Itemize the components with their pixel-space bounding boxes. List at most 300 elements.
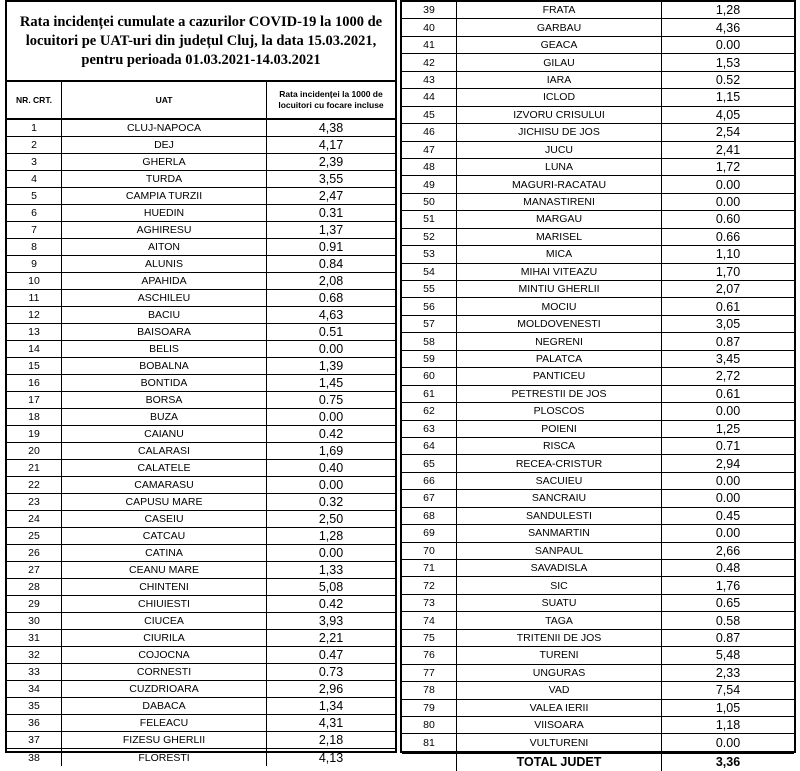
- incidence-rate: 1,05: [715, 700, 741, 715]
- incidence-rate: 0.32: [318, 495, 344, 509]
- row-number: 16: [7, 375, 62, 391]
- incidence-rate: 4,13: [318, 750, 344, 765]
- uat-name: RISCA: [457, 438, 662, 454]
- row-number: 81: [402, 734, 457, 751]
- incidence-rate: 2,54: [715, 125, 741, 140]
- incidence-rate: 0.00: [318, 478, 344, 492]
- uat-name: CEANU MARE: [62, 562, 267, 578]
- row-number: 22: [7, 477, 62, 493]
- row-number: 32: [7, 647, 62, 663]
- table-row: [402, 176, 794, 193]
- uat-name: VIISOARA: [457, 717, 662, 733]
- uat-name: BORSA: [62, 392, 267, 408]
- incidence-rate: 0.47: [318, 648, 344, 662]
- table-row: [7, 562, 395, 579]
- uat-name: MARGAU: [457, 211, 662, 227]
- row-number: 54: [402, 264, 457, 280]
- table-row: [7, 341, 395, 358]
- incidence-rate: 0.51: [318, 325, 344, 339]
- uat-name: JICHISU DE JOS: [457, 124, 662, 140]
- row-number: 21: [7, 460, 62, 476]
- incidence-rate: 0.00: [715, 38, 741, 53]
- uat-name: DABACA: [62, 698, 267, 714]
- uat-name: SANCRAIU: [457, 490, 662, 506]
- incidence-rate: 2,21: [318, 631, 344, 645]
- incidence-rate: 0.48: [715, 561, 741, 576]
- row-number: 70: [402, 543, 457, 559]
- uat-name: BACIU: [62, 307, 267, 323]
- incidence-rate: 0.66: [715, 229, 741, 244]
- table-row: [402, 229, 794, 246]
- incidence-rate: 5,08: [318, 580, 344, 594]
- incidence-rate: 0.00: [715, 195, 741, 210]
- incidence-rate: 0.42: [318, 427, 344, 441]
- row-number: 7: [7, 222, 62, 238]
- uat-name: TRITENII DE JOS: [457, 630, 662, 646]
- uat-name: CAIANU: [62, 426, 267, 442]
- uat-name: SANMARTIN: [457, 525, 662, 541]
- uat-name: APAHIDA: [62, 273, 267, 289]
- row-number: 27: [7, 562, 62, 578]
- incidence-rate: 2,66: [715, 543, 741, 558]
- row-number: 17: [7, 392, 62, 408]
- row-number: 63: [402, 421, 457, 437]
- row-number: 67: [402, 490, 457, 506]
- incidence-rate: 1,18: [715, 718, 741, 733]
- uat-name: GARBAU: [457, 19, 662, 35]
- row-number: 66: [402, 473, 457, 489]
- table-row: [7, 273, 395, 290]
- incidence-rate: 3,93: [318, 614, 344, 628]
- table-row: [7, 188, 395, 205]
- incidence-rate: 0.71: [715, 439, 741, 454]
- table-right-column: [400, 0, 796, 770]
- incidence-rate: 0.58: [715, 613, 741, 628]
- uat-name: MAGURI-RACATAU: [457, 176, 662, 192]
- total-nr-cell: [402, 754, 457, 771]
- uat-name: IZVORU CRISULUI: [457, 107, 662, 123]
- uat-name: COJOCNA: [62, 647, 267, 663]
- uat-name: VAD: [457, 682, 662, 698]
- table-row: [7, 307, 395, 324]
- row-number: 14: [7, 341, 62, 357]
- uat-name: SUATU: [457, 595, 662, 611]
- row-number: 38: [7, 749, 62, 766]
- uat-name: TURENI: [457, 647, 662, 663]
- table-row: [402, 630, 794, 647]
- incidence-rate: 0.75: [318, 393, 344, 407]
- uat-name: CATCAU: [62, 528, 267, 544]
- table-row: [402, 54, 794, 71]
- uat-name: CUZDRIOARA: [62, 681, 267, 697]
- table-row: [402, 264, 794, 281]
- row-number: 15: [7, 358, 62, 374]
- uat-name: TAGA: [457, 612, 662, 628]
- row-number: 19: [7, 426, 62, 442]
- uat-name: PETRESTII DE JOS: [457, 386, 662, 402]
- table-row: [7, 256, 395, 273]
- incidence-rate: 2,94: [715, 456, 741, 471]
- table-row: [402, 89, 794, 106]
- uat-name: IARA: [457, 72, 662, 88]
- uat-name: CAMARASU: [62, 477, 267, 493]
- total-label: TOTAL JUDET: [457, 754, 662, 771]
- incidence-rate: 3,45: [715, 351, 741, 366]
- incidence-rate: 1,15: [715, 90, 741, 105]
- table-body-right: [402, 2, 794, 752]
- table-row: [7, 443, 395, 460]
- incidence-rate: 0.42: [318, 597, 344, 611]
- uat-name: FRATA: [457, 2, 662, 18]
- row-number: 13: [7, 324, 62, 340]
- row-number: 20: [7, 443, 62, 459]
- table-row: [7, 460, 395, 477]
- table-row: [7, 698, 395, 715]
- table-row: [7, 137, 395, 154]
- row-number: 36: [7, 715, 62, 731]
- row-number: 61: [402, 386, 457, 402]
- table-row: [7, 596, 395, 613]
- table-row: [7, 324, 395, 341]
- header-uat: UAT: [62, 82, 267, 118]
- table-row: [7, 392, 395, 409]
- uat-name: VALEA IERII: [457, 700, 662, 716]
- incidence-rate: 2,33: [715, 665, 741, 680]
- row-number: 3: [7, 154, 62, 170]
- row-number: 74: [402, 612, 457, 628]
- total-rate: 3,36: [715, 755, 741, 770]
- table-row: [7, 239, 395, 256]
- row-number: 68: [402, 508, 457, 524]
- table-row: [402, 403, 794, 420]
- table-row: [402, 455, 794, 472]
- table-row: [7, 477, 395, 494]
- uat-name: GHERLA: [62, 154, 267, 170]
- uat-name: MARISEL: [457, 229, 662, 245]
- uat-name: BAISOARA: [62, 324, 267, 340]
- table-row: [402, 211, 794, 228]
- incidence-rate: 0.00: [318, 546, 344, 560]
- row-number: 37: [7, 732, 62, 748]
- uat-name: CALARASI: [62, 443, 267, 459]
- table-row: [7, 545, 395, 562]
- row-number: 18: [7, 409, 62, 425]
- uat-name: MICA: [457, 246, 662, 262]
- table-row: [7, 732, 395, 749]
- incidence-rate: 0.00: [318, 410, 344, 424]
- row-number: 59: [402, 351, 457, 367]
- table-row: [402, 298, 794, 315]
- uat-name: ICLOD: [457, 89, 662, 105]
- table-row: [402, 647, 794, 664]
- row-number: 9: [7, 256, 62, 272]
- table-row: [7, 664, 395, 681]
- incidence-rate: 1,10: [715, 247, 741, 262]
- row-number: 4: [7, 171, 62, 187]
- incidence-rate: 0.87: [715, 630, 741, 645]
- incidence-rate: 4,36: [715, 20, 741, 35]
- incidence-rate: 0.00: [715, 404, 741, 419]
- row-number: 28: [7, 579, 62, 595]
- table-row: [402, 682, 794, 699]
- incidence-rate: 1,39: [318, 359, 344, 373]
- uat-name: CHINTENI: [62, 579, 267, 595]
- row-number: 44: [402, 89, 457, 105]
- uat-name: CLUJ-NAPOCA: [62, 120, 267, 136]
- incidence-rate: 4,38: [318, 121, 344, 135]
- incidence-rate: 0.73: [318, 665, 344, 679]
- table-row: [402, 734, 794, 751]
- uat-name: UNGURAS: [457, 665, 662, 681]
- table-row: [7, 290, 395, 307]
- row-number: 30: [7, 613, 62, 629]
- incidence-rate: 2,18: [318, 733, 344, 747]
- uat-name: TURDA: [62, 171, 267, 187]
- table-row: [7, 154, 395, 171]
- row-number: 29: [7, 596, 62, 612]
- uat-name: ALUNIS: [62, 256, 267, 272]
- table-row: [402, 2, 794, 19]
- row-number: 23: [7, 494, 62, 510]
- table-row: [402, 560, 794, 577]
- incidence-rate: 1,34: [318, 699, 344, 713]
- uat-name: BELIS: [62, 341, 267, 357]
- table-row: [402, 124, 794, 141]
- uat-name: MANASTIRENI: [457, 194, 662, 210]
- row-number: 78: [402, 682, 457, 698]
- row-number: 25: [7, 528, 62, 544]
- table-row: [7, 749, 395, 766]
- incidence-rate: 4,17: [318, 138, 344, 152]
- uat-name: DEJ: [62, 137, 267, 153]
- incidence-rate: 4,63: [318, 308, 344, 322]
- row-number: 42: [402, 54, 457, 70]
- row-number: 65: [402, 455, 457, 471]
- header-rate: Rata incidenței la 1000 de locuitori cu focare incluse: [278, 89, 384, 110]
- uat-name: BUZA: [62, 409, 267, 425]
- row-number: 64: [402, 438, 457, 454]
- uat-name: FIZESU GHERLII: [62, 732, 267, 748]
- uat-name: CIURILA: [62, 630, 267, 646]
- table-row: [402, 368, 794, 385]
- table-row: [402, 612, 794, 629]
- uat-name: CATINA: [62, 545, 267, 561]
- uat-name: LUNA: [457, 159, 662, 175]
- incidence-rate: 4,31: [318, 716, 344, 730]
- incidence-rate: 0.31: [318, 206, 344, 220]
- table-row: [402, 316, 794, 333]
- incidence-rate: 2,08: [318, 274, 344, 288]
- incidence-rate: 1,25: [715, 421, 741, 436]
- row-number: 12: [7, 307, 62, 323]
- table-row: [402, 142, 794, 159]
- uat-name: CAPUSU MARE: [62, 494, 267, 510]
- table-row: [7, 681, 395, 698]
- incidence-rate: 0.60: [715, 212, 741, 227]
- table-row: [7, 358, 395, 375]
- uat-name: CHIUIESTI: [62, 596, 267, 612]
- header-nr: NR. CRT.: [7, 82, 62, 118]
- incidence-rate: 1,28: [318, 529, 344, 543]
- incidence-rate: 0.87: [715, 334, 741, 349]
- incidence-rate: 0.65: [715, 596, 741, 611]
- uat-name: HUEDIN: [62, 205, 267, 221]
- uat-name: MINTIU GHERLII: [457, 281, 662, 297]
- table-row: [402, 577, 794, 594]
- incidence-rate: 4,05: [715, 107, 741, 122]
- table-row: [7, 647, 395, 664]
- table-row: [402, 438, 794, 455]
- row-number: 6: [7, 205, 62, 221]
- incidence-rate: 3,05: [715, 317, 741, 332]
- incidence-rate: 0.00: [318, 342, 344, 356]
- table-row: [402, 19, 794, 36]
- incidence-rate: 0.40: [318, 461, 344, 475]
- table-row: [7, 579, 395, 596]
- table-row: [402, 421, 794, 438]
- table-row: [7, 511, 395, 528]
- uat-name: POIENI: [457, 421, 662, 437]
- row-number: 24: [7, 511, 62, 527]
- table-row: [402, 37, 794, 54]
- table-row: [7, 630, 395, 647]
- row-number: 75: [402, 630, 457, 646]
- table-row: [7, 375, 395, 392]
- row-number: 51: [402, 211, 457, 227]
- incidence-rate: 1,72: [715, 160, 741, 175]
- row-number: 8: [7, 239, 62, 255]
- row-number: 52: [402, 229, 457, 245]
- incidence-rate: 1,53: [715, 55, 741, 70]
- row-number: 1: [7, 120, 62, 136]
- table-row: [7, 171, 395, 188]
- row-number: 11: [7, 290, 62, 306]
- table-row: [402, 473, 794, 490]
- table-header: [7, 82, 395, 120]
- table-row: [7, 528, 395, 545]
- table-row: [402, 700, 794, 717]
- table-title: Rata incidenței cumulate a cazurilor COVID-19 la 1000 de locuitori pe UAT-uri din județul Cluj, la data 15.03.2021, pentru perioada 01.03.2021-14.03.2021: [7, 2, 395, 82]
- table-row: [7, 426, 395, 443]
- row-number: 45: [402, 107, 457, 123]
- row-number: 41: [402, 37, 457, 53]
- row-number: 50: [402, 194, 457, 210]
- uat-name: MIHAI VITEAZU: [457, 264, 662, 280]
- row-number: 10: [7, 273, 62, 289]
- uat-name: AGHIRESU: [62, 222, 267, 238]
- table-row: [402, 107, 794, 124]
- uat-name: BONTIDA: [62, 375, 267, 391]
- incidence-rate: 0.00: [715, 474, 741, 489]
- incidence-rate: 5,48: [715, 648, 741, 663]
- incidence-rate: 0.61: [715, 299, 741, 314]
- incidence-rate: 2,07: [715, 282, 741, 297]
- incidence-rate: 0.00: [715, 736, 741, 751]
- row-number: 72: [402, 577, 457, 593]
- row-number: 39: [402, 2, 457, 18]
- table-row: [402, 386, 794, 403]
- uat-name: PANTICEU: [457, 368, 662, 384]
- row-number: 57: [402, 316, 457, 332]
- row-number: 43: [402, 72, 457, 88]
- row-number: 77: [402, 665, 457, 681]
- row-number: 48: [402, 159, 457, 175]
- incidence-rate: 0.00: [715, 491, 741, 506]
- row-number: 40: [402, 19, 457, 35]
- incidence-rate: 1,70: [715, 264, 741, 279]
- row-number: 58: [402, 333, 457, 349]
- table-row: [402, 72, 794, 89]
- table-row: [7, 120, 395, 137]
- incidence-rate: 3,55: [318, 172, 344, 186]
- incidence-rate: 1,33: [318, 563, 344, 577]
- incidence-rate: 1,37: [318, 223, 344, 237]
- table-row: [7, 222, 395, 239]
- row-number: 33: [7, 664, 62, 680]
- table-row: [402, 159, 794, 176]
- table-row: [402, 543, 794, 560]
- row-number: 2: [7, 137, 62, 153]
- table-row: [402, 490, 794, 507]
- table-row: [402, 525, 794, 542]
- uat-name: SAVADISLA: [457, 560, 662, 576]
- uat-name: GEACA: [457, 37, 662, 53]
- table-row: [402, 508, 794, 525]
- table-row: [402, 351, 794, 368]
- row-number: 47: [402, 142, 457, 158]
- uat-name: NEGRENI: [457, 333, 662, 349]
- incidence-rate: 2,47: [318, 189, 344, 203]
- uat-name: FELEACU: [62, 715, 267, 731]
- row-number: 80: [402, 717, 457, 733]
- table-row: [7, 494, 395, 511]
- row-number: 49: [402, 176, 457, 192]
- incidence-rate: 2,41: [715, 142, 741, 157]
- uat-name: PALATCA: [457, 351, 662, 367]
- incidence-rate: 2,50: [318, 512, 344, 526]
- row-number: 31: [7, 630, 62, 646]
- row-number: 5: [7, 188, 62, 204]
- uat-name: GILAU: [457, 54, 662, 70]
- row-number: 71: [402, 560, 457, 576]
- table-row: [402, 665, 794, 682]
- incidence-rate: 1,69: [318, 444, 344, 458]
- row-number: 55: [402, 281, 457, 297]
- uat-name: CIUCEA: [62, 613, 267, 629]
- incidence-rate: 2,39: [318, 155, 344, 169]
- table-row: [402, 717, 794, 734]
- uat-name: RECEA-CRISTUR: [457, 455, 662, 471]
- uat-name: CALATELE: [62, 460, 267, 476]
- uat-name: MOCIU: [457, 298, 662, 314]
- row-number: 34: [7, 681, 62, 697]
- incidence-rate: 1,28: [715, 3, 741, 18]
- row-number: 46: [402, 124, 457, 140]
- uat-name: VULTURENI: [457, 734, 662, 751]
- incidence-rate: 1,76: [715, 578, 741, 593]
- row-number: 60: [402, 368, 457, 384]
- uat-name: CAMPIA TURZII: [62, 188, 267, 204]
- row-number: 69: [402, 525, 457, 541]
- uat-name: BOBALNA: [62, 358, 267, 374]
- row-number: 35: [7, 698, 62, 714]
- incidence-rate: 1,45: [318, 376, 344, 390]
- row-number: 26: [7, 545, 62, 561]
- incidence-rate: 0.00: [715, 177, 741, 192]
- table-left-column: [5, 0, 397, 765]
- uat-name: SIC: [457, 577, 662, 593]
- uat-name: FLORESTI: [62, 749, 267, 766]
